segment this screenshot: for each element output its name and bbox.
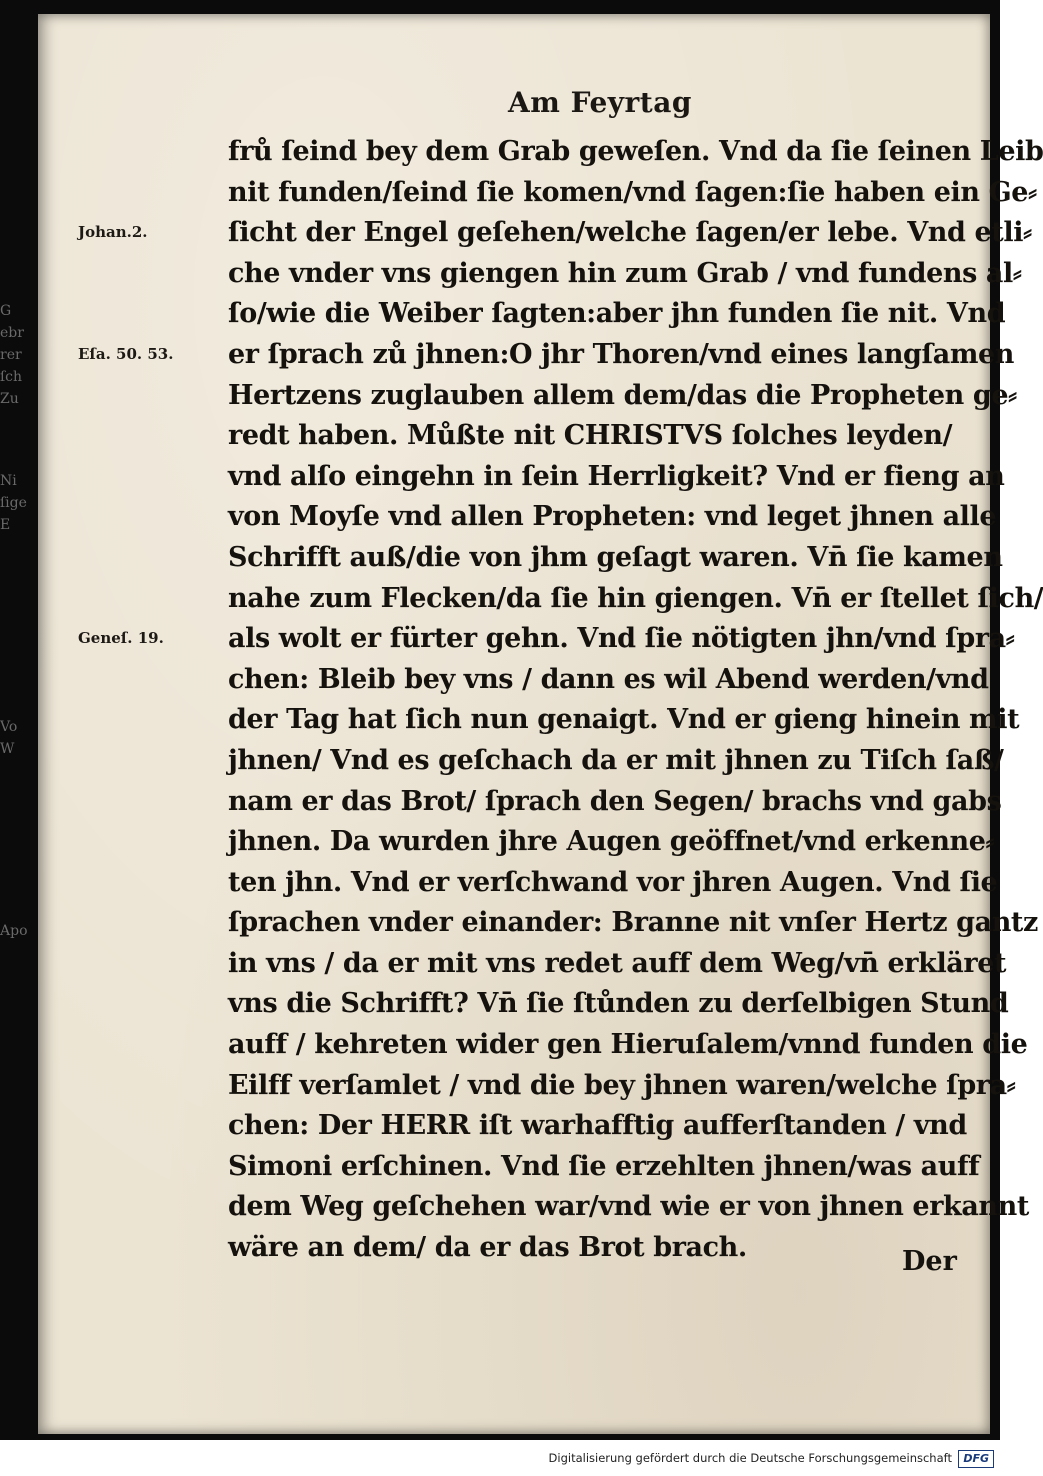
neighbour-fragment: Zu (0, 391, 19, 407)
neighbour-fragment: ebr (0, 325, 24, 341)
text-line: ſicht der Engel geſehen/welche ſagen/er lebe. Vnd etli⸗ (228, 217, 1032, 249)
text-line: wäre an dem/ da er das Brot brach. (228, 1232, 747, 1264)
text-line: von Moyſe vnd allen Propheten: vnd leget jhnen alle (228, 501, 997, 533)
neighbour-fragment: Vo (0, 719, 18, 735)
neighbour-fragment: G (0, 303, 12, 319)
text-line: nam er das Brot/ ſprach den Segen/ brachs vnd gabs (228, 785, 1002, 817)
text-line: Hertzens zuglauben allem dem/das die Propheten ge⸗ (228, 379, 1017, 411)
margin-note: Geneſ. 19. (78, 629, 164, 648)
text-line: er ſprach zů jhnen:O jhr Thoren/vnd eines langſamen (228, 338, 1015, 370)
text-line: in vns / da er mit vns redet auff dem Weg/vn̄ erkläret (228, 947, 1007, 979)
text-line: ſo/wie die Weiber ſagten:aber jhn funden ſie nit. Vnd (228, 298, 1006, 330)
neighbour-fragment: Apo (0, 923, 28, 939)
text-line: nit funden/ſeind ſie komen/vnd ſagen:ſie haben ein Ge⸗ (228, 176, 1037, 208)
footer-bar (0, 1440, 1000, 1476)
text-line: chen: Bleib bey vns / dann es wil Abend werden/vnd (228, 663, 989, 695)
neighbour-fragment: rer (0, 347, 22, 363)
text-line: ten jhn. Vnd er verſchwand vor jhren Augen. Vnd ſie (228, 866, 998, 898)
text-line: vnd alſo eingehn in ſein Herrligkeit? Vnd er fieng an (228, 460, 1005, 492)
text-line: chen: Der HERR iſt warhafftig aufferſtanden / vnd (228, 1110, 967, 1142)
text-line: als wolt er fürter gehn. Vnd ſie nötigten jhn/vnd ſpra⸗ (228, 623, 1015, 655)
color-calibration-strip (6, 30, 28, 270)
neighbour-fragment: ſige (0, 495, 27, 511)
book-page (38, 14, 1043, 1434)
running-head: Am Feyrtag (508, 86, 692, 119)
text-line: ſprachen vnder einander: Branne nit vnſer Hertz gantz (228, 907, 1038, 939)
catchword: Der (902, 1246, 957, 1277)
text-line: vns die Schrifft? Vn̄ ſie ſtůnden zu derſelbigen Stund (228, 988, 1009, 1020)
text-line: auff / kehreten wider gen Hieruſalem/vnnd funden die (228, 1029, 1028, 1061)
text-line: nahe zum Flecken/da ſie hin giengen. Vn̄ er ſtellet ſich/ (228, 582, 1043, 614)
text-line: Schrifft auß/die von jhm geſagt waren. Vn̄ ſie kamen (228, 541, 1003, 573)
text-line: che vnder vns giengen hin zum Grab / vnd fundens al⸗ (228, 257, 1022, 289)
neighbour-page-bleed (0, 300, 36, 1100)
neighbour-fragment: W (0, 741, 15, 757)
neighbour-fragment: E (0, 517, 11, 533)
text-line: der Tag hat ſich nun genaigt. Vnd er gieng hinein mit (228, 704, 1020, 736)
text-line: jhnen/ Vnd es geſchach da er mit jhnen zu Tiſch ſaß/ (228, 744, 1004, 776)
text-line: frů ſeind bey dem Grab geweſen. Vnd da ſie ſeinen Leib (228, 136, 1043, 167)
footer-credit: Digitalisierung gefördert durch die Deutsche Forschungsgemeinschaft (548, 1451, 952, 1465)
neighbour-fragment: ſch (0, 369, 23, 385)
text-line: dem Weg geſchehen war/vnd wie er von jhnen erkannt (228, 1191, 1029, 1223)
margin-note: Johan.2. (78, 223, 148, 242)
dfg-logo-icon: DFG (958, 1450, 994, 1468)
margin-note: Eſa. 50. 53. (78, 345, 174, 363)
text-line: redt haben. Můßte nit CHRISTVS ſolches leyden/ (228, 420, 953, 452)
text-line: Eilff verſamlet / vnd die bey jhnen waren/welche ſpra⸗ (228, 1069, 1016, 1101)
text-line: jhnen. Da wurden jhre Augen geöffnet/vnd erkenne⸗ (228, 826, 995, 858)
neighbour-fragment: Ni (0, 473, 17, 489)
body-text (228, 132, 1043, 1269)
text-line: Simoni erſchinen. Vnd ſie erzehlten jhnen/was auff (228, 1150, 980, 1182)
